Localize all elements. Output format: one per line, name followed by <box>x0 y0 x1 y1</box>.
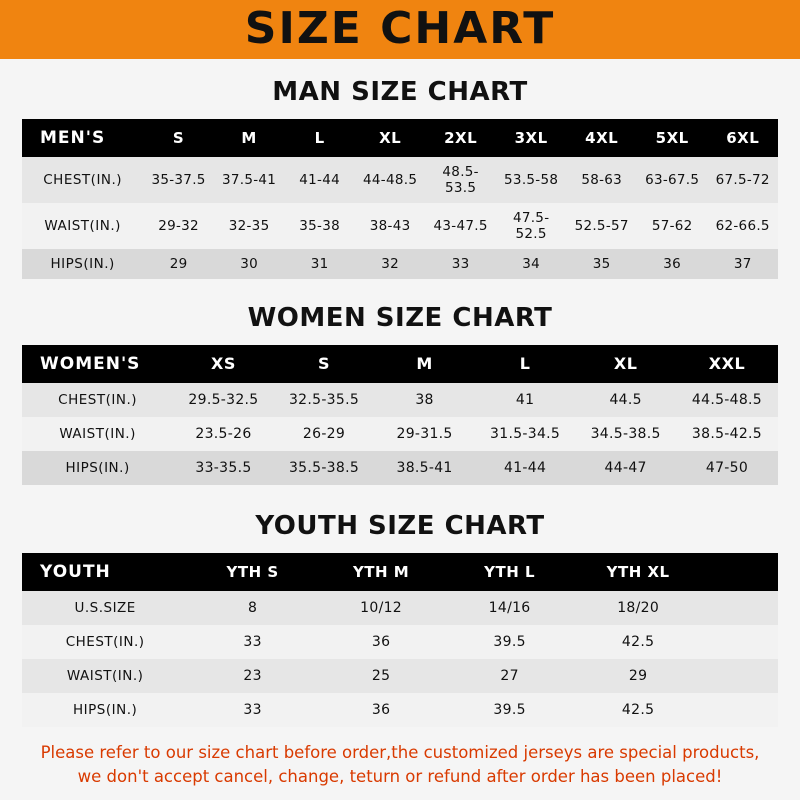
chart-content <box>0 59 800 727</box>
cell: 38.5-42.5 <box>691 425 763 442</box>
cell: 52.5-57 <box>574 217 629 234</box>
cell: 29-31.5 <box>396 425 453 442</box>
cell: 37 <box>733 255 752 272</box>
row-label-hips: HIPS(IN.) <box>50 255 115 272</box>
cell: 23 <box>243 667 262 684</box>
row-label-chest: CHEST(IN.) <box>43 171 123 188</box>
footer-note-line2: we don't accept cancel, change, teturn or refund after order has been placed! <box>77 767 723 787</box>
cell: 33 <box>243 633 262 650</box>
cell: 26-29 <box>302 425 346 442</box>
section-women <box>22 303 778 485</box>
col-header-spacer <box>702 553 778 591</box>
cell: 53.5-58 <box>504 171 559 188</box>
col-header-yth-s: YTH S <box>226 562 279 581</box>
table-row <box>22 451 778 485</box>
col-header-5xl: 5XL <box>655 128 689 147</box>
cell-spacer <box>702 693 778 727</box>
cell: 33 <box>243 701 262 718</box>
section-man <box>22 77 778 279</box>
col-header-womens: WOMEN'S <box>40 353 141 374</box>
cell: 35.5-38.5 <box>288 459 360 476</box>
table-row <box>22 625 778 659</box>
col-header-mens: MEN'S <box>40 127 106 148</box>
section-title-man: MAN SIZE CHART <box>272 76 528 107</box>
table-row <box>22 157 778 203</box>
cell: 38 <box>415 391 434 408</box>
cell: 38.5-41 <box>396 459 453 476</box>
row-label-waist: WAIST(IN.) <box>66 667 144 684</box>
cell: 33-35.5 <box>195 459 252 476</box>
cell: 41 <box>515 391 535 408</box>
cell: 62-66.5 <box>715 217 770 234</box>
table-row <box>22 249 778 279</box>
cell: 29.5-32.5 <box>188 391 259 408</box>
man-size-table <box>22 119 778 279</box>
cell: 31.5-34.5 <box>490 425 561 442</box>
col-header-xs: XS <box>211 354 236 373</box>
cell: 32.5-35.5 <box>288 391 360 408</box>
cell: 35-38 <box>299 217 340 234</box>
cell: 35 <box>592 255 611 272</box>
section-title-youth: YOUTH SIZE CHART <box>255 510 545 541</box>
cell: 63-67.5 <box>645 171 700 188</box>
table-row <box>22 659 778 693</box>
col-header-yth-l: YTH L <box>484 562 536 581</box>
col-header-s: S <box>317 354 331 373</box>
page-header <box>0 0 800 59</box>
cell: 35-37.5 <box>151 171 206 188</box>
cell: 67.5-72 <box>715 171 770 188</box>
table-header-row <box>22 345 778 383</box>
cell: 33 <box>451 255 470 272</box>
cell: 36 <box>663 255 682 272</box>
cell: 23.5-26 <box>195 425 252 442</box>
cell: 10/12 <box>360 599 403 616</box>
cell: 29 <box>628 667 648 684</box>
row-label-chest: CHEST(IN.) <box>65 633 145 650</box>
footer-note <box>0 727 800 800</box>
cell: 47.5-52.5 <box>512 209 550 242</box>
cell: 44.5 <box>609 391 642 408</box>
youth-size-table <box>22 553 778 727</box>
table-header-row <box>22 553 778 591</box>
cell: 37.5-41 <box>221 171 277 188</box>
cell: 32 <box>381 255 400 272</box>
col-header-xl: XL <box>613 354 638 373</box>
row-label-waist: WAIST(IN.) <box>59 425 136 442</box>
table-row <box>22 591 778 625</box>
cell: 42.5 <box>621 701 655 718</box>
row-label-us-size: U.S.SIZE <box>74 599 136 616</box>
cell: 8 <box>247 599 258 616</box>
col-header-xl: XL <box>379 128 402 147</box>
row-label-hips: HIPS(IN.) <box>65 459 130 476</box>
cell: 58-63 <box>581 171 623 188</box>
table-row <box>22 417 778 451</box>
section-youth <box>22 511 778 727</box>
col-header-6xl: 6XL <box>726 128 760 147</box>
table-row <box>22 383 778 417</box>
cell-spacer <box>702 591 778 625</box>
cell: 44-47 <box>604 459 647 476</box>
cell: 27 <box>500 667 519 684</box>
cell: 42.5 <box>621 633 655 650</box>
col-header-l: L <box>519 354 531 373</box>
table-header-row <box>22 119 778 157</box>
cell: 41-44 <box>299 171 340 188</box>
col-header-youth: YOUTH <box>40 561 111 582</box>
table-row <box>22 693 778 727</box>
row-label-chest: CHEST(IN.) <box>58 391 137 408</box>
col-header-3xl: 3XL <box>514 128 548 147</box>
footer-note-line1: Please refer to our size chart before order,the customized jerseys are special products, <box>40 742 760 762</box>
cell-spacer <box>702 659 778 693</box>
cell: 43-47.5 <box>433 217 488 234</box>
cell: 41-44 <box>504 459 547 476</box>
col-header-xxl: XXL <box>708 354 746 373</box>
cell: 29 <box>169 255 188 272</box>
cell: 44-48.5 <box>363 171 418 188</box>
col-header-2xl: 2XL <box>444 128 478 147</box>
col-header-l: L <box>314 128 325 147</box>
col-header-yth-xl: YTH XL <box>606 562 670 581</box>
cell: 39.5 <box>493 633 526 650</box>
col-header-m: M <box>241 128 257 147</box>
cell: 57-62 <box>651 217 693 234</box>
cell: 31 <box>310 255 329 272</box>
cell: 38-43 <box>369 217 411 234</box>
page-title: SIZE CHART <box>244 3 556 55</box>
cell: 32-35 <box>228 217 270 234</box>
col-header-m: M <box>416 354 433 373</box>
table-row <box>22 203 778 249</box>
col-header-yth-m: YTH M <box>352 562 410 581</box>
cell: 25 <box>371 667 391 684</box>
section-title-women: WOMEN SIZE CHART <box>247 302 553 333</box>
cell: 34.5-38.5 <box>590 425 661 442</box>
cell: 47-50 <box>705 459 749 476</box>
cell: 18/20 <box>617 599 660 616</box>
cell: 48.5-53.5 <box>442 163 479 196</box>
cell: 29-32 <box>158 217 199 234</box>
women-size-table <box>22 345 778 485</box>
cell: 30 <box>240 255 258 272</box>
cell: 39.5 <box>493 701 526 718</box>
col-header-s: S <box>172 128 185 147</box>
cell: 34 <box>522 255 541 272</box>
cell: 44.5-48.5 <box>691 391 763 408</box>
col-header-4xl: 4XL <box>585 128 619 147</box>
cell: 14/16 <box>488 599 531 616</box>
row-label-waist: WAIST(IN.) <box>44 217 121 234</box>
cell-spacer <box>702 625 778 659</box>
cell: 36 <box>371 633 391 650</box>
row-label-hips: HIPS(IN.) <box>73 701 138 718</box>
cell: 36 <box>371 701 391 718</box>
